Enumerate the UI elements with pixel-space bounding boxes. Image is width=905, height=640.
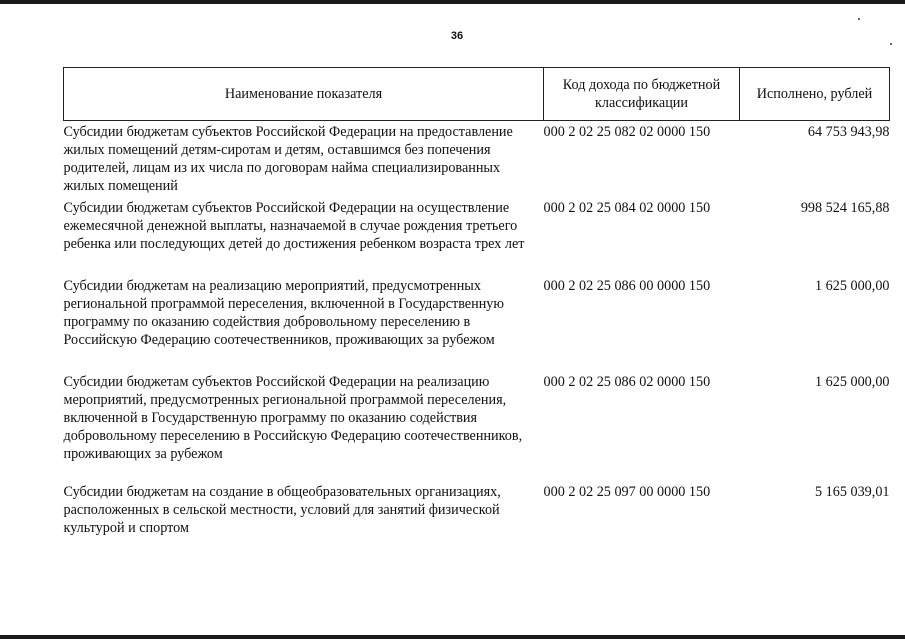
scan-top-edge [0, 0, 905, 4]
executed-amount: 998 524 165,88 [800, 200, 890, 216]
header-executed-amount: Исполнено, рублей [740, 68, 890, 121]
executed-amount: 5 165 039,01 [815, 484, 890, 500]
executed-amount: 1 625 000,00 [815, 278, 890, 294]
table-header-row [64, 68, 890, 121]
indicator-name: Субсидии бюджетам субъектов Российской Федерации на осуществление ежемесячной денежной выплаты, назначаемой в случае рождения третьего ребенка или последующих детей до достижения ребенком возраста трех лет [63, 200, 525, 252]
table-row [64, 373, 890, 483]
header-indicator-name: Наименование показателя [64, 68, 544, 121]
revenue-table [63, 67, 890, 543]
scan-bottom-edge [0, 635, 905, 639]
table-row [64, 121, 890, 200]
scan-speck [890, 43, 892, 45]
revenue-code: 000 2 02 25 084 02 0000 150 [543, 200, 711, 216]
scan-speck [858, 18, 860, 20]
table-row [64, 483, 890, 543]
header-revenue-code: Код дохода по бюджетной классификации [544, 68, 740, 121]
revenue-code: 000 2 02 25 086 02 0000 150 [543, 374, 711, 390]
indicator-name: Субсидии бюджетам субъектов Российской Федерации на реализацию мероприятий, предусмотренных региональной программой переселения, включенной в Государственную программу по оказанию содействия добровольному переселению в Российскую Федерацию соотечественников, проживающих за рубежом [63, 374, 523, 462]
table-row [64, 277, 890, 373]
executed-amount: 64 753 943,98 [807, 124, 890, 140]
revenue-code: 000 2 02 25 086 00 0000 150 [543, 278, 711, 294]
indicator-name: Субсидии бюджетам субъектов Российской Федерации на предоставление жилых помещений детям-сиротам и детям, оставшимся без попечения родителей, лицам из их числа по договорам найма специализированных жилых помещений [63, 124, 513, 194]
indicator-name: Субсидии бюджетам на создание в общеобразовательных организациях, расположенных в сельской местности, условий для занятий физической культурой и спортом [63, 484, 501, 536]
executed-amount: 1 625 000,00 [815, 374, 890, 390]
revenue-code: 000 2 02 25 097 00 0000 150 [543, 484, 711, 500]
indicator-name: Субсидии бюджетам на реализацию мероприятий, предусмотренных региональной программой переселения, включенной в Государственную программу по оказанию содействия добровольному переселению в Российскую Федерацию соотечественников, проживающих за рубежом [63, 278, 504, 348]
table-row [64, 199, 890, 277]
revenue-code: 000 2 02 25 082 02 0000 150 [543, 124, 711, 140]
page-number: 36 [450, 30, 464, 42]
